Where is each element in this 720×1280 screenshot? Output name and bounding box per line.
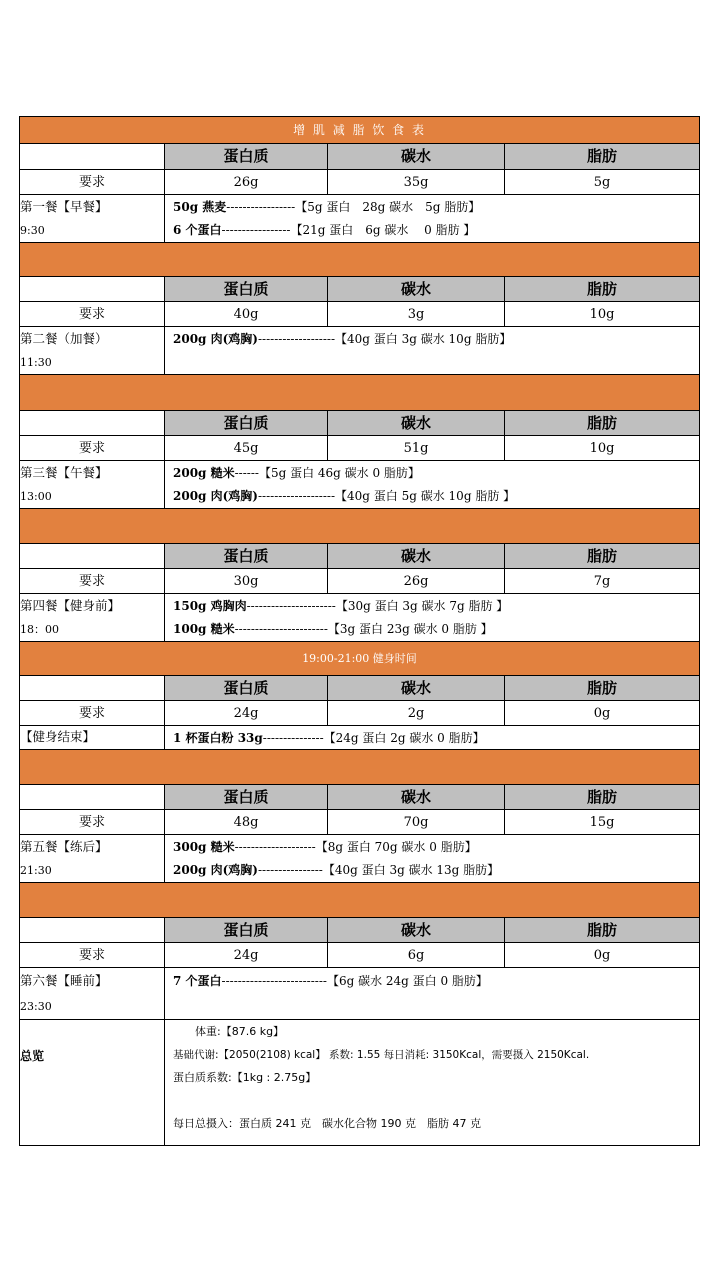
- header-protein: 蛋白质: [165, 544, 328, 569]
- meal-time: 18：00: [20, 618, 165, 642]
- section-divider: [20, 375, 700, 411]
- req-protein: 24g: [165, 943, 328, 968]
- daily-total: 每日总摄入：蛋白质 241 克 碳水化合物 190 克 脂肪 47 克: [173, 1117, 481, 1130]
- header-carbs: 碳水: [328, 411, 505, 436]
- bmr-info: 基础代谢:【2050(2108) kcal】 系数: 1.55 每日消耗: 3150Kcal，需要摄入 2150Kcal.: [173, 1049, 590, 1061]
- req-fat: 7g: [505, 569, 700, 594]
- diet-table: [19, 116, 699, 1146]
- req-protein: 26g: [165, 170, 328, 195]
- req-carbs: 51g: [328, 436, 505, 461]
- req-carbs: 6g: [328, 943, 505, 968]
- req-protein: 30g: [165, 569, 328, 594]
- header-carbs: 碳水: [328, 918, 505, 943]
- req-fat: 10g: [505, 436, 700, 461]
- meal-name: 【健身结束】: [20, 726, 165, 750]
- req-fat: 0g: [505, 943, 700, 968]
- req-fat: 5g: [505, 170, 700, 195]
- header-protein: 蛋白质: [165, 144, 328, 170]
- meal-name: 第五餐【练后】: [20, 835, 165, 859]
- req-carbs: 35g: [328, 170, 505, 195]
- section-divider: [20, 750, 700, 785]
- summary-label: 总览: [20, 1020, 165, 1146]
- food-item: 300g 糙米--------------------【8g 蛋白 70g 碳水 0 脂肪】: [165, 835, 700, 859]
- header-fat: 脂肪: [505, 144, 700, 170]
- workout-banner: 19:00-21:00 健身时间: [20, 642, 700, 676]
- req-carbs: 70g: [328, 810, 505, 835]
- section-divider: [20, 509, 700, 544]
- header-carbs: 碳水: [328, 544, 505, 569]
- header-protein: 蛋白质: [165, 918, 328, 943]
- header-carbs: 碳水: [328, 144, 505, 170]
- header-carbs: 碳水: [328, 676, 505, 701]
- req-protein: 24g: [165, 701, 328, 726]
- req-carbs: 3g: [328, 302, 505, 327]
- meal-time: 13:00: [20, 485, 165, 509]
- body-weight: 体重:【87.6 kg】: [195, 1025, 285, 1038]
- table-title: 增 肌 减 脂 饮 食 表: [20, 117, 700, 144]
- protein-ratio: 蛋白质系数:【1kg : 2.75g】: [173, 1071, 317, 1084]
- food-item: 6 个蛋白-----------------【21g 蛋白 6g 碳水 0 脂肪 】: [165, 219, 700, 243]
- header-protein: 蛋白质: [165, 785, 328, 810]
- req-label: 要求: [20, 943, 165, 968]
- meal-time: 11:30: [20, 351, 165, 375]
- section-divider: [20, 243, 700, 277]
- req-carbs: 2g: [328, 701, 505, 726]
- req-label: 要求: [20, 170, 165, 195]
- summary-panel: [165, 1020, 700, 1146]
- food-item: 200g 肉(鸡胸)----------------【40g 蛋白 3g 碳水 13g 脂肪】: [165, 859, 700, 883]
- header-fat: 脂肪: [505, 676, 700, 701]
- header-fat: 脂肪: [505, 277, 700, 302]
- section-divider: [20, 883, 700, 918]
- food-item: 200g 肉(鸡胸)-------------------【40g 蛋白 5g 碳水 10g 脂肪 】: [165, 485, 700, 509]
- meal-time: 23:30: [20, 994, 165, 1020]
- header-carbs: 碳水: [328, 785, 505, 810]
- meal-time: 9:30: [20, 219, 165, 243]
- req-protein: 45g: [165, 436, 328, 461]
- header-protein: 蛋白质: [165, 277, 328, 302]
- food-item: 1 杯蛋白粉 33g---------------【24g 蛋白 2g 碳水 0 脂肪】: [165, 726, 700, 750]
- food-item: 200g 糙米------【5g 蛋白 46g 碳水 0 脂肪】: [165, 461, 700, 485]
- header-fat: 脂肪: [505, 544, 700, 569]
- req-protein: 40g: [165, 302, 328, 327]
- food-item: 150g 鸡胸肉----------------------【30g 蛋白 3g 碳水 7g 脂肪 】: [165, 594, 700, 618]
- meal-name: 第二餐（加餐）: [20, 327, 165, 351]
- header-fat: 脂肪: [505, 411, 700, 436]
- header-protein: 蛋白质: [165, 411, 328, 436]
- meal-name: 第一餐【早餐】: [20, 195, 165, 219]
- req-label: 要求: [20, 701, 165, 726]
- meal-name: 第六餐【睡前】: [20, 968, 165, 994]
- req-label: 要求: [20, 302, 165, 327]
- req-fat: 10g: [505, 302, 700, 327]
- req-label: 要求: [20, 569, 165, 594]
- food-item: 200g 肉(鸡胸)-------------------【40g 蛋白 3g 碳水 10g 脂肪】: [165, 327, 700, 351]
- header-carbs: 碳水: [328, 277, 505, 302]
- meal-name: 第四餐【健身前】: [20, 594, 165, 618]
- meal-name: 第三餐【午餐】: [20, 461, 165, 485]
- req-fat: 15g: [505, 810, 700, 835]
- header-protein: 蛋白质: [165, 676, 328, 701]
- food-item: 50g 燕麦-----------------【5g 蛋白 28g 碳水 5g 脂肪】: [165, 195, 700, 219]
- req-fat: 0g: [505, 701, 700, 726]
- req-label: 要求: [20, 436, 165, 461]
- meal-time: 21:30: [20, 859, 165, 883]
- req-protein: 48g: [165, 810, 328, 835]
- req-carbs: 26g: [328, 569, 505, 594]
- req-label: 要求: [20, 810, 165, 835]
- food-item: 100g 糙米-----------------------【3g 蛋白 23g 碳水 0 脂肪 】: [165, 618, 700, 642]
- food-item: 7 个蛋白--------------------------【6g 碳水 24g 蛋白 0 脂肪】: [165, 968, 700, 994]
- header-fat: 脂肪: [505, 785, 700, 810]
- header-fat: 脂肪: [505, 918, 700, 943]
